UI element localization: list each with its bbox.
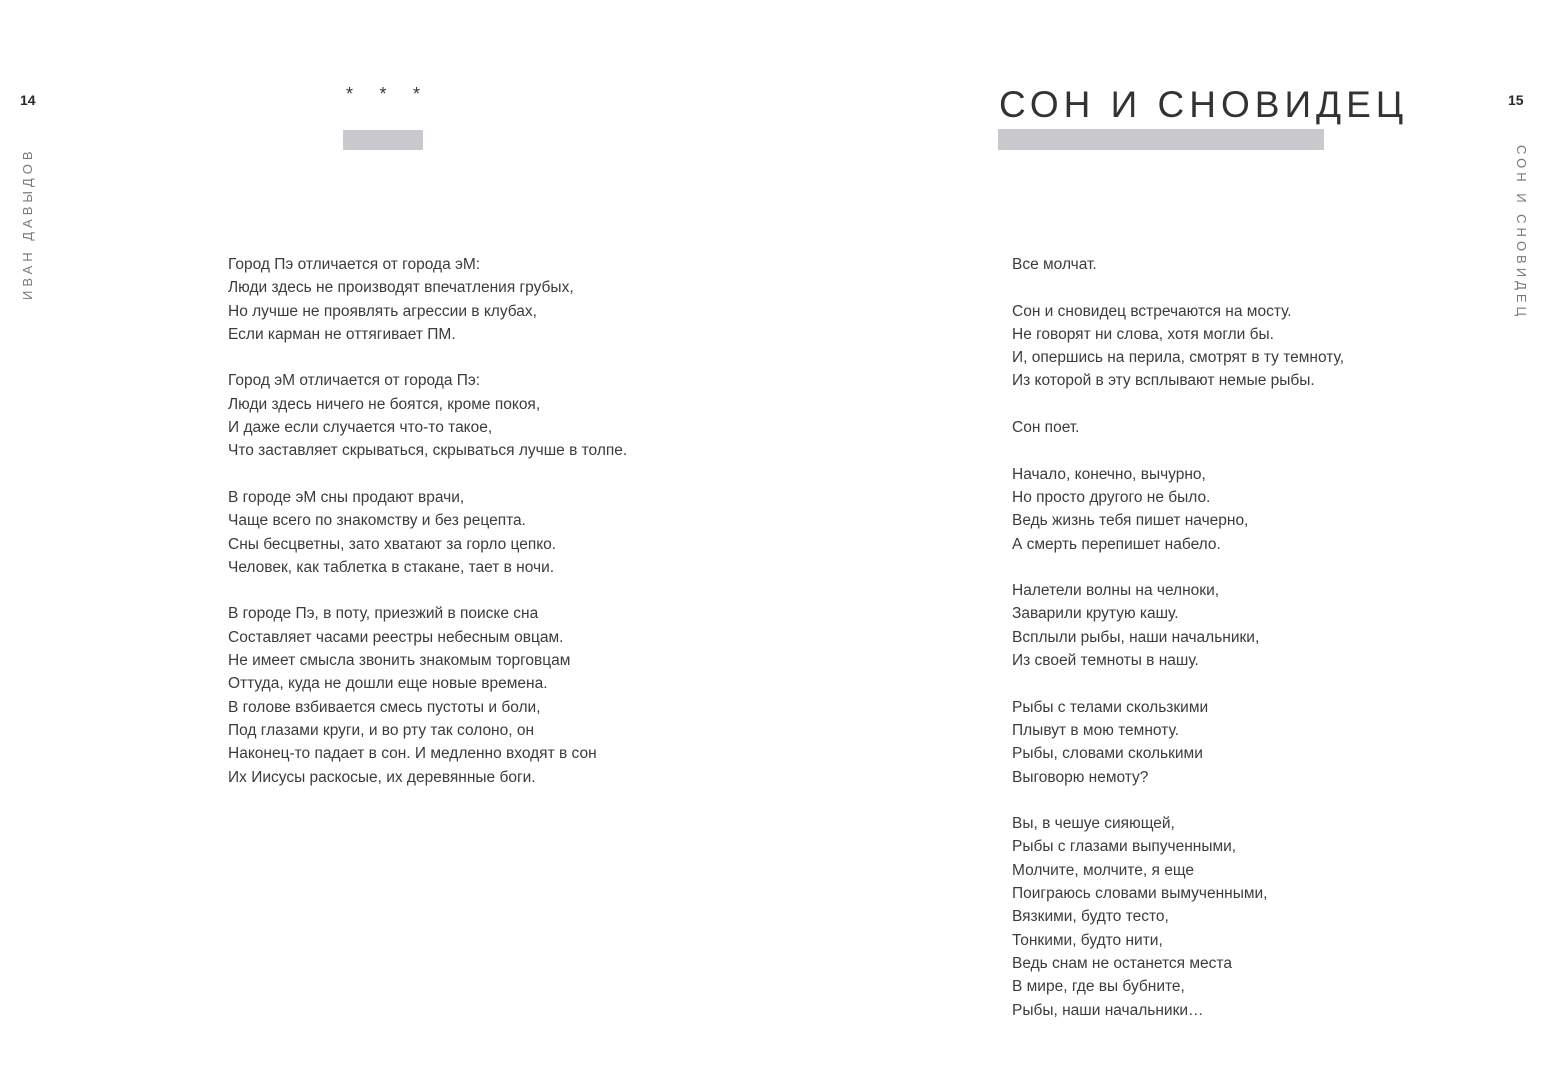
poem-title-asterisks (343, 84, 423, 105)
verse-line: Не говорят ни слова, хотя могли бы. (1012, 325, 1274, 343)
verse-line: Налетели волны на челноки, (1012, 582, 1220, 600)
verse-line: В голове взбивается смесь пустоты и боли, (228, 698, 541, 716)
stanza (1012, 579, 1344, 672)
running-head-author: ИВАН ДАВЫДОВ (20, 147, 35, 300)
stanza (1012, 253, 1344, 276)
right-page (778, 0, 1556, 1080)
verse-line: Составляет часами реестры небесным овцам. (228, 628, 564, 646)
verse-line: Но лучше не проявлять агрессии в клубах, (228, 302, 537, 320)
verse-line: Не имеет смысла звонить знакомым торговцам (228, 652, 571, 670)
verse-line: В городе Пэ, в поту, приезжий в поиске сна (228, 605, 539, 623)
stanza (1012, 463, 1344, 556)
verse-line: Город Пэ отличается от города эМ: (228, 256, 481, 273)
poem-right (1012, 253, 1344, 1022)
verse-line: А смерть перепишет набело. (1012, 535, 1221, 553)
verse-line: Сон поет. (1012, 419, 1080, 437)
verse-line: Под глазами круги, и во рту так солоно, он (228, 721, 535, 739)
verse-line: Заварили крутую кашу. (1012, 605, 1179, 623)
verse-line: Выговорю немоту? (1012, 768, 1149, 786)
verse-line: Плывут в мою темноту. (1012, 721, 1179, 739)
stanza (228, 602, 627, 788)
poem-title: СОН И СНОВИДЕЦ (999, 84, 1409, 125)
asterisk: * (379, 84, 387, 104)
verse-line: Из своей темноты в нашу. (1012, 652, 1199, 670)
verse-line: Рыбы с глазами выпученными, (1012, 838, 1237, 856)
verse-line: Рыбы, словами сколькими (1012, 745, 1203, 763)
verse-line: Вы, в чешуе сияющей, (1012, 815, 1175, 833)
verse-line: И даже если случается что-то такое, (228, 419, 493, 437)
stanza (228, 253, 627, 346)
verse-line: Все молчат. (1012, 256, 1097, 273)
verse-line: Тонкими, будто нити, (1012, 931, 1163, 949)
verse-line: Из которой в эту всплывают немые рыбы. (1012, 372, 1315, 390)
verse-line: Люди здесь не производят впечатления грубых, (228, 279, 574, 297)
stanza (1012, 300, 1344, 393)
verse-line: Город эМ отличается от города Пэ: (228, 372, 481, 390)
verse-line: Поиграюсь словами вымученными, (1012, 885, 1268, 903)
verse-line: Наконец-то падает в сон. И медленно входят в сон (228, 745, 597, 763)
verse-line: Всплыли рыбы, наши начальники, (1012, 628, 1260, 646)
verse-line: В городе эМ сны продают врачи, (228, 488, 465, 506)
page-number-left: 14 (20, 92, 36, 108)
title-underline-bar-left (343, 130, 423, 150)
poem-left (228, 253, 627, 789)
verse-line: Человек, как таблетка в стакане, тает в ночи. (228, 558, 555, 576)
page-number-right: 15 (1508, 92, 1524, 108)
verse-line: Люди здесь ничего не боятся, кроме покоя, (228, 395, 541, 413)
stanza (228, 486, 627, 579)
verse-line: Сон и сновидец встречаются на мосту. (1012, 302, 1292, 320)
asterisk: * (412, 84, 420, 104)
stanza (228, 369, 627, 462)
stanza (1012, 812, 1344, 1022)
verse-line: Рыбы, наши начальники… (1012, 1001, 1204, 1019)
verse-line: Чаще всего по знакомству и без рецепта. (228, 512, 526, 530)
running-head-title: СОН И СНОВИДЕЦ (1514, 145, 1529, 321)
verse-line: Вязкими, будто тесто, (1012, 908, 1169, 926)
asterisk: * (346, 84, 354, 104)
verse-line: Молчите, молчите, я еще (1012, 861, 1195, 879)
title-underline-bar-right (998, 129, 1324, 150)
verse-line: Рыбы с телами скользкими (1012, 698, 1209, 716)
verse-line: Сны бесцветны, зато хватают за горло цепко. (228, 535, 557, 553)
verse-line: Но просто другого не было. (1012, 488, 1211, 506)
stanza (1012, 696, 1344, 789)
verse-line: Оттуда, куда не дошли еще новые времена. (228, 675, 548, 693)
verse-line: В мире, где вы бубните, (1012, 978, 1185, 996)
verse-line: Ведь жизнь тебя пишет начерно, (1012, 512, 1249, 530)
verse-line: Начало, конечно, вычурно, (1012, 465, 1206, 483)
verse-line: И, опершись на перила, смотрят в ту темноту, (1012, 349, 1345, 367)
verse-line: Ведь снам не останется места (1012, 954, 1232, 972)
stanza (1012, 416, 1344, 439)
verse-line: Их Иисусы раскосые, их деревянные боги. (228, 768, 536, 786)
verse-line: Если карман не оттягивает ПМ. (228, 325, 456, 343)
verse-line: Что заставляет скрываться, скрываться лучше в толпе. (228, 442, 628, 460)
